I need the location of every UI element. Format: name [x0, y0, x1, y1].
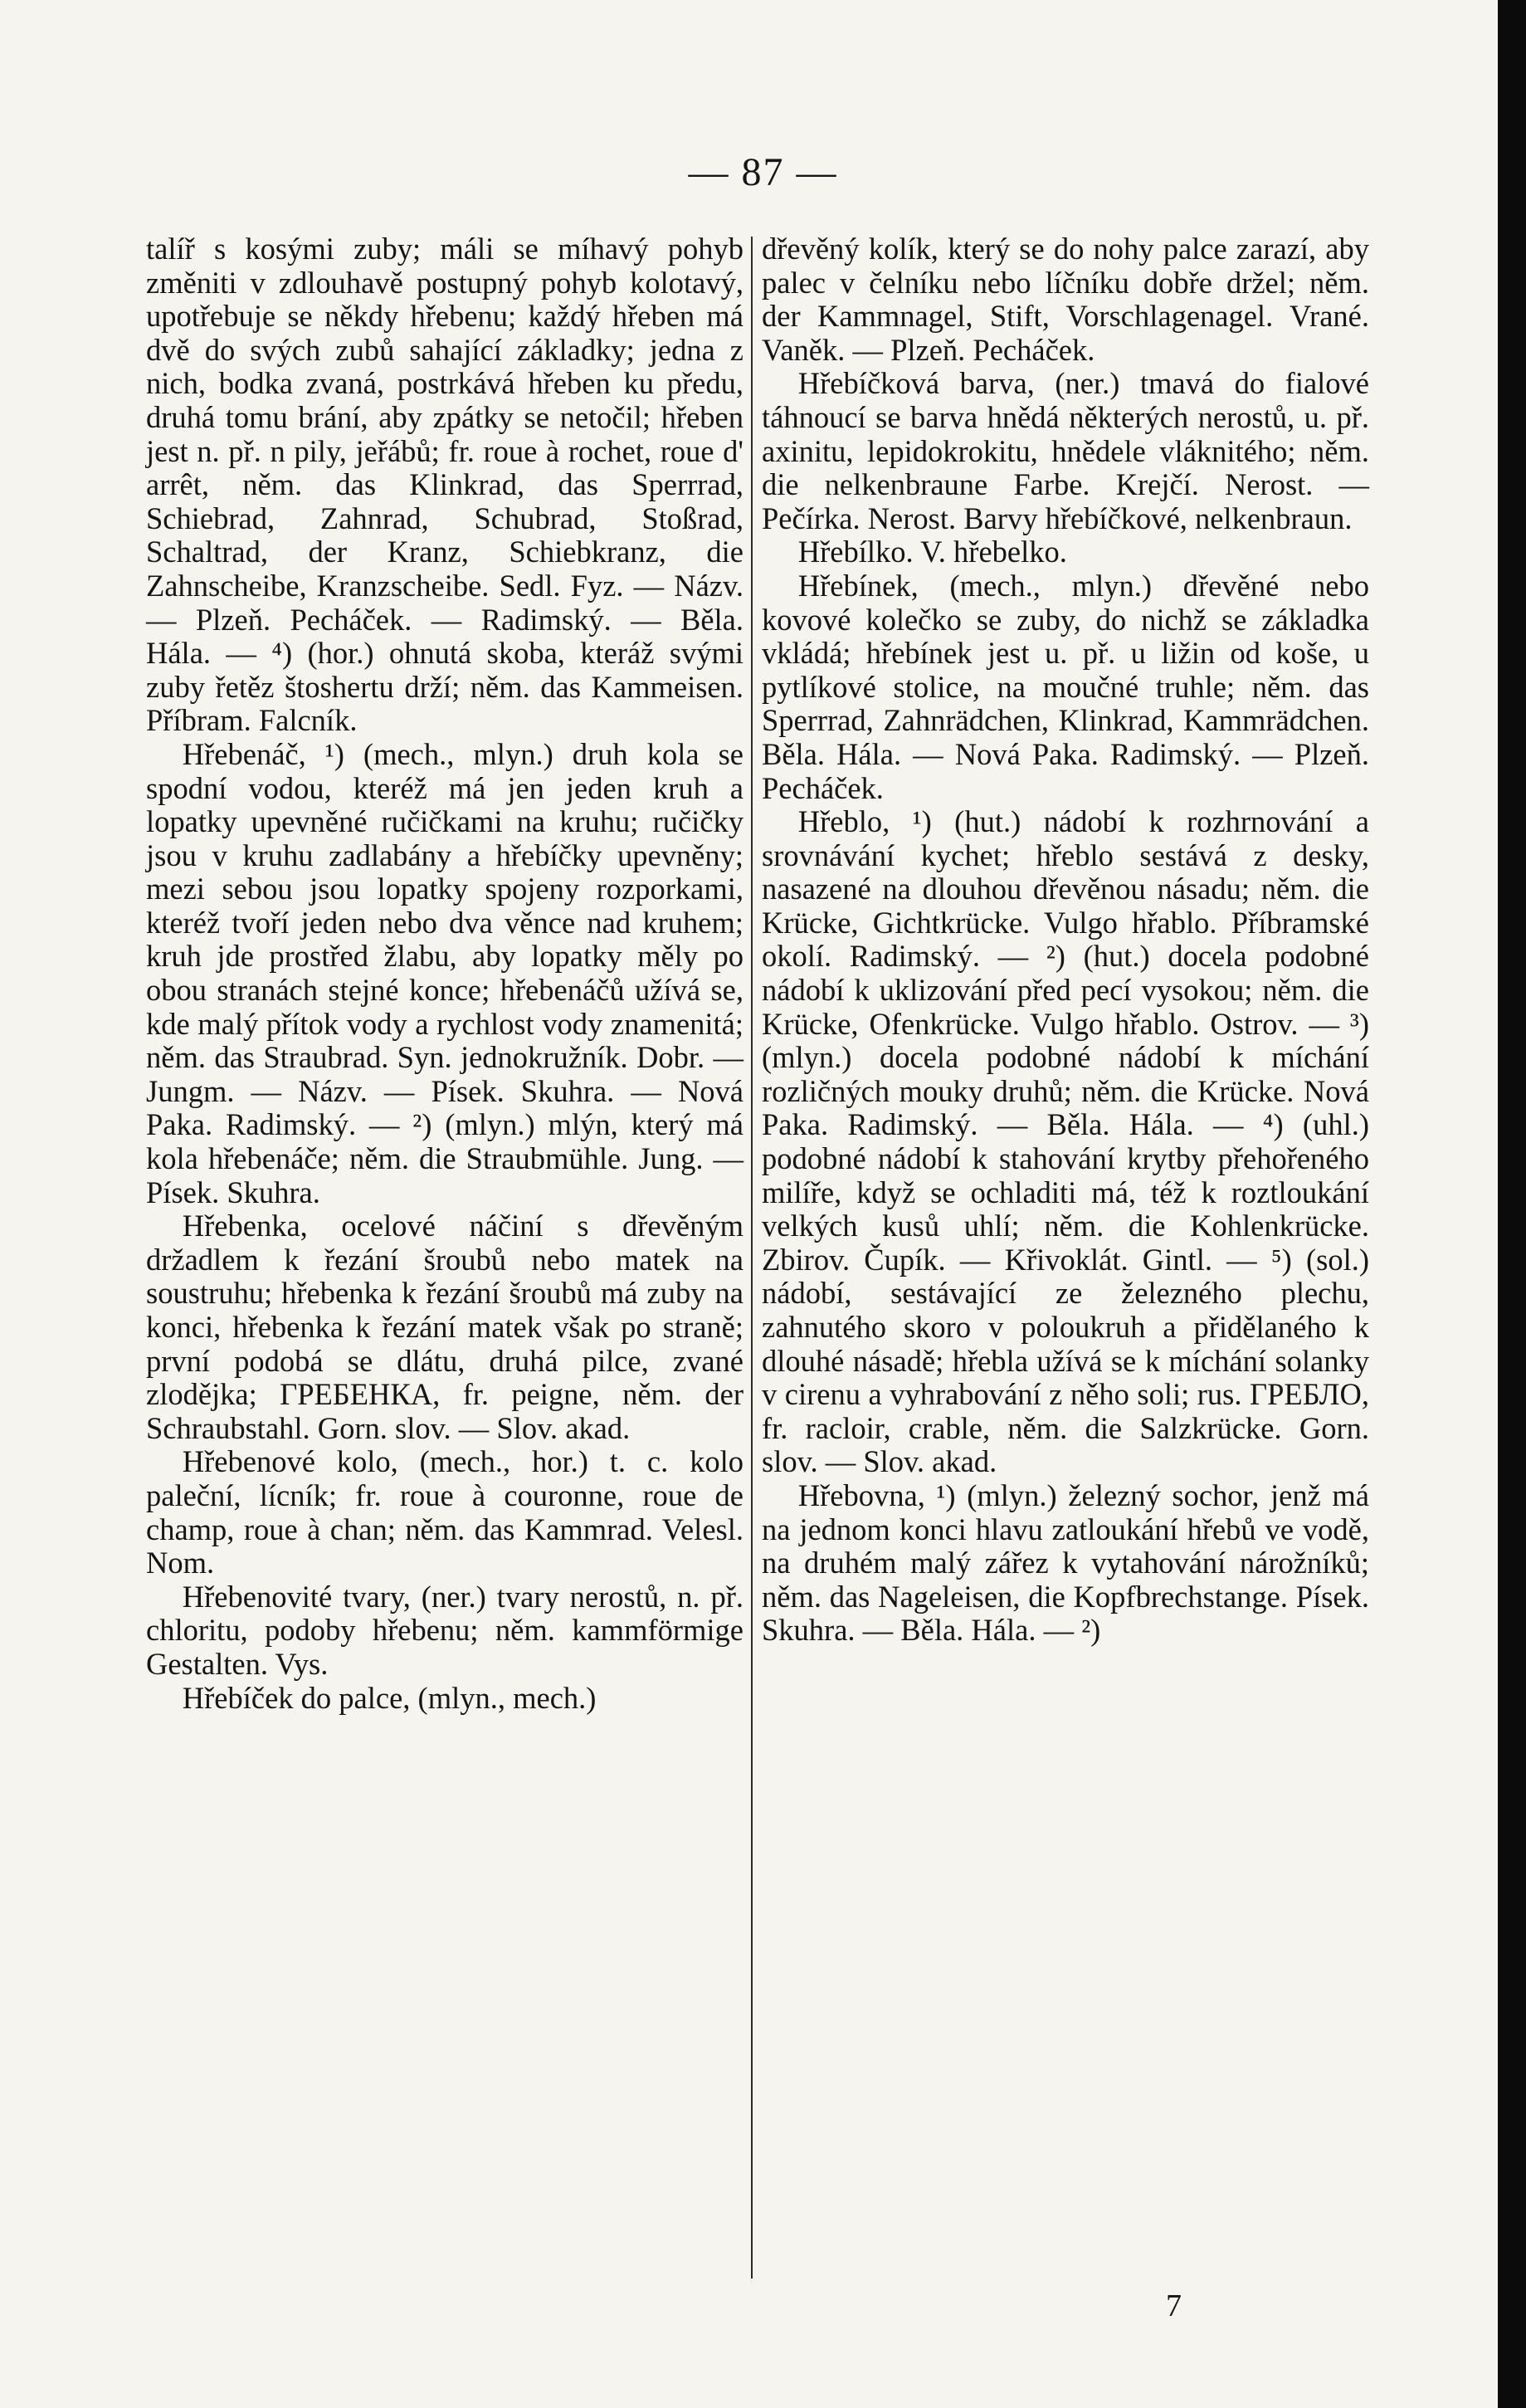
entry-hrebovna: Hřebovna, ¹) (mlyn.) železný sochor, jenž má na jednom konci hlavu zatloukání hřebů ve vodě, na druhém malý zářez k vytahování nárožníků; něm. das Nageleisen, die Kopfbrechstange. Písek. Skuhra. — Běla. Hála. — ²) [762, 1478, 1369, 1648]
entry-hrebicek-do-palce: Hřebíček do palce, (mlyn., mech.) [182, 1680, 597, 1715]
entry-hrebinek: Hřebínek, (mech., mlyn.) dřevěné nebo kovové kolečko se zuby, do nichž se základka vkládá; hřebínek jest u. př. u ližin od koše, u pytlíkové stolice, na moučné truhle; něm. das Sperrrad, Zahnrädchen, Klinkrad, Kammrädchen. Běla. Hála. — Nová Paka. Radimský. — Plzeň. Pecháček. [762, 568, 1369, 805]
signature-mark: 7 [1166, 2288, 1182, 2323]
scan-edge [1498, 0, 1526, 2408]
entry-hrebenac: Hřebenáč, ¹) (mech., mlyn.) druh kola se spodní vodou, kteréž má jen jeden kruh a lopatky upevněné ručičkami na kruhu; ručičky jsou v kruhu zadlabány a hřebíčky upevněny; mezi sebou jsou lopatky spojeny rozporkami, kteréž tvoří jeden nebo dva věnce nad kruhem; kruh jde prostřed žlabu, aby lopatky měly po obou stranách stejné konce; hřebenáčů užívá se, kde malý přítok vody a rychlost vody znamenitá; něm. das Straubrad. Syn. jednokružník. Dobr. — Jungm. — Názv. — Písek. Skuhra. — Nová Paka. Radimský. — ²) (mlyn.) mlýn, který má kola hřebenáče; něm. die Straubmühle. Jung. — Písek. Skuhra. [146, 736, 743, 1209]
left-column [146, 232, 743, 1715]
page-number: — 87 — [688, 150, 838, 194]
right-column [762, 232, 1369, 1648]
column-divider [751, 237, 753, 2279]
entry-hrebenka: Hřebenka, ocelové náčiní s dřevěným držadlem k řezání šroubů nebo matek na soustruhu; hřebenka k řezání šroubů má zuby na konci, hřebenka k řezání matek však po straně; první podobá se dlátu, druhá pilce, zvané zlodějka; ГРЕБЕНКА, fr. peigne, něm. der Schraubstahl. Gorn. slov. — Slov. akad. [146, 1209, 743, 1445]
left-paragraph: talíř s kosými zuby; máli se míhavý pohyb změniti v zdlouhavě postupný pohyb kolotavý, upotřebuje se někdy hřebenu; každý hřeben má dvě do svých zubů sahající základky; jedna z nich, bodka zvaná, postrkává hřeben ku předu, druhá tomu brání, aby zpátky se netočil; hřeben jest n. př. n pily, jeřábů; fr. roue à rochet, roue d' arrêt, něm. das Klinkrad, das Sperrrad, Schiebrad, Zahnrad, Schubrad, Stoßrad, Schaltrad, der Kranz, Schiebkranz, die Zahnscheibe, Kranzscheibe. Sedl. Fyz. — Názv. — Plzeň. Pecháček. — Radimský. — Běla. Hála. — ⁴) (hor.) ohnutá skoba, kteráž svými zuby řetěz štoshertu drží; něm. das Kammeisen. Příbram. Falcník. [146, 232, 743, 738]
entry-hrebenove-kolo: Hřebenové kolo, (mech., hor.) t. c. kolo paleční, lícník; fr. roue à couronne, roue de champ, roue à chan; něm. das Kammrad. Velesl. Nom. [146, 1444, 743, 1580]
entry-hreblo: Hřeblo, ¹) (hut.) nádobí k rozhrnování a srovnávání kychet; hřeblo sestává z desky, nasazené na dlouhou dřevěnou násadu; něm. die Krücke, Gichtkrücke. Vulgo hřablo. Příbramské okolí. Radimský. — ²) (hut.) docela podobné nádobí k uklizování před pecí vysokou; něm. die Krücke, Ofenkrücke. Vulgo hřablo. Ostrov. — ³) (mlyn.) docela podobné nádobí k míchání rozličných mouky druhů; něm. die Krücke. Nová Paka. Radimský. — Běla. Hála. — ⁴) (uhl.) podobné nádobí k stahování krytby přehořeného milíře, když se ochladiti má, též k roztloukání velkých kusů uhlí; něm. die Kohlenkrücke. Zbirov. Čupík. — Křivoklát. Gintl. — ⁵) (sol.) nádobí, sestávající ze železného plechu, zahnutého skoro v poloukruh a přidělaného k dlouhé násadě; hřebla užívá se k míchání solanky v cirenu a vyhrabování z něho soli; rus. ГРЕБЛО, fr. racloir, crable, něm. die Salzkrücke. Gorn. slov. — Slov. akad. [762, 804, 1369, 1479]
entry-hrebilko: Hřebílko. V. hřebelko. [797, 535, 1067, 569]
entry-hrebickova-barva: Hřebíčková barva, (ner.) tmavá do fialové táhnoucí se barva hnědá některých nerostů, u. př. axinitu, lepidokrokitu, hnědele vláknitého; něm. die nelkenbraune Farbe. Krejčí. Nerost. — Pečírka. Nerost. Barvy hřebíčkové, nelkenbraun. [762, 366, 1369, 535]
right-paragraph: dřevěný kolík, který se do nohy palce zarazí, aby palec v čelníku nebo líčníku dobře držel; něm. der Kammnagel, Stift, Vorschlagenagel. Vrané. Vaněk. — Plzeň. Pecháček. [762, 232, 1369, 367]
entry-hrebenovite-tvary: Hřebenovité tvary, (ner.) tvary nerostů, n. př. chloritu, podoby hřebenu; něm. kammförmige Gestalten. Vys. [146, 1579, 743, 1681]
